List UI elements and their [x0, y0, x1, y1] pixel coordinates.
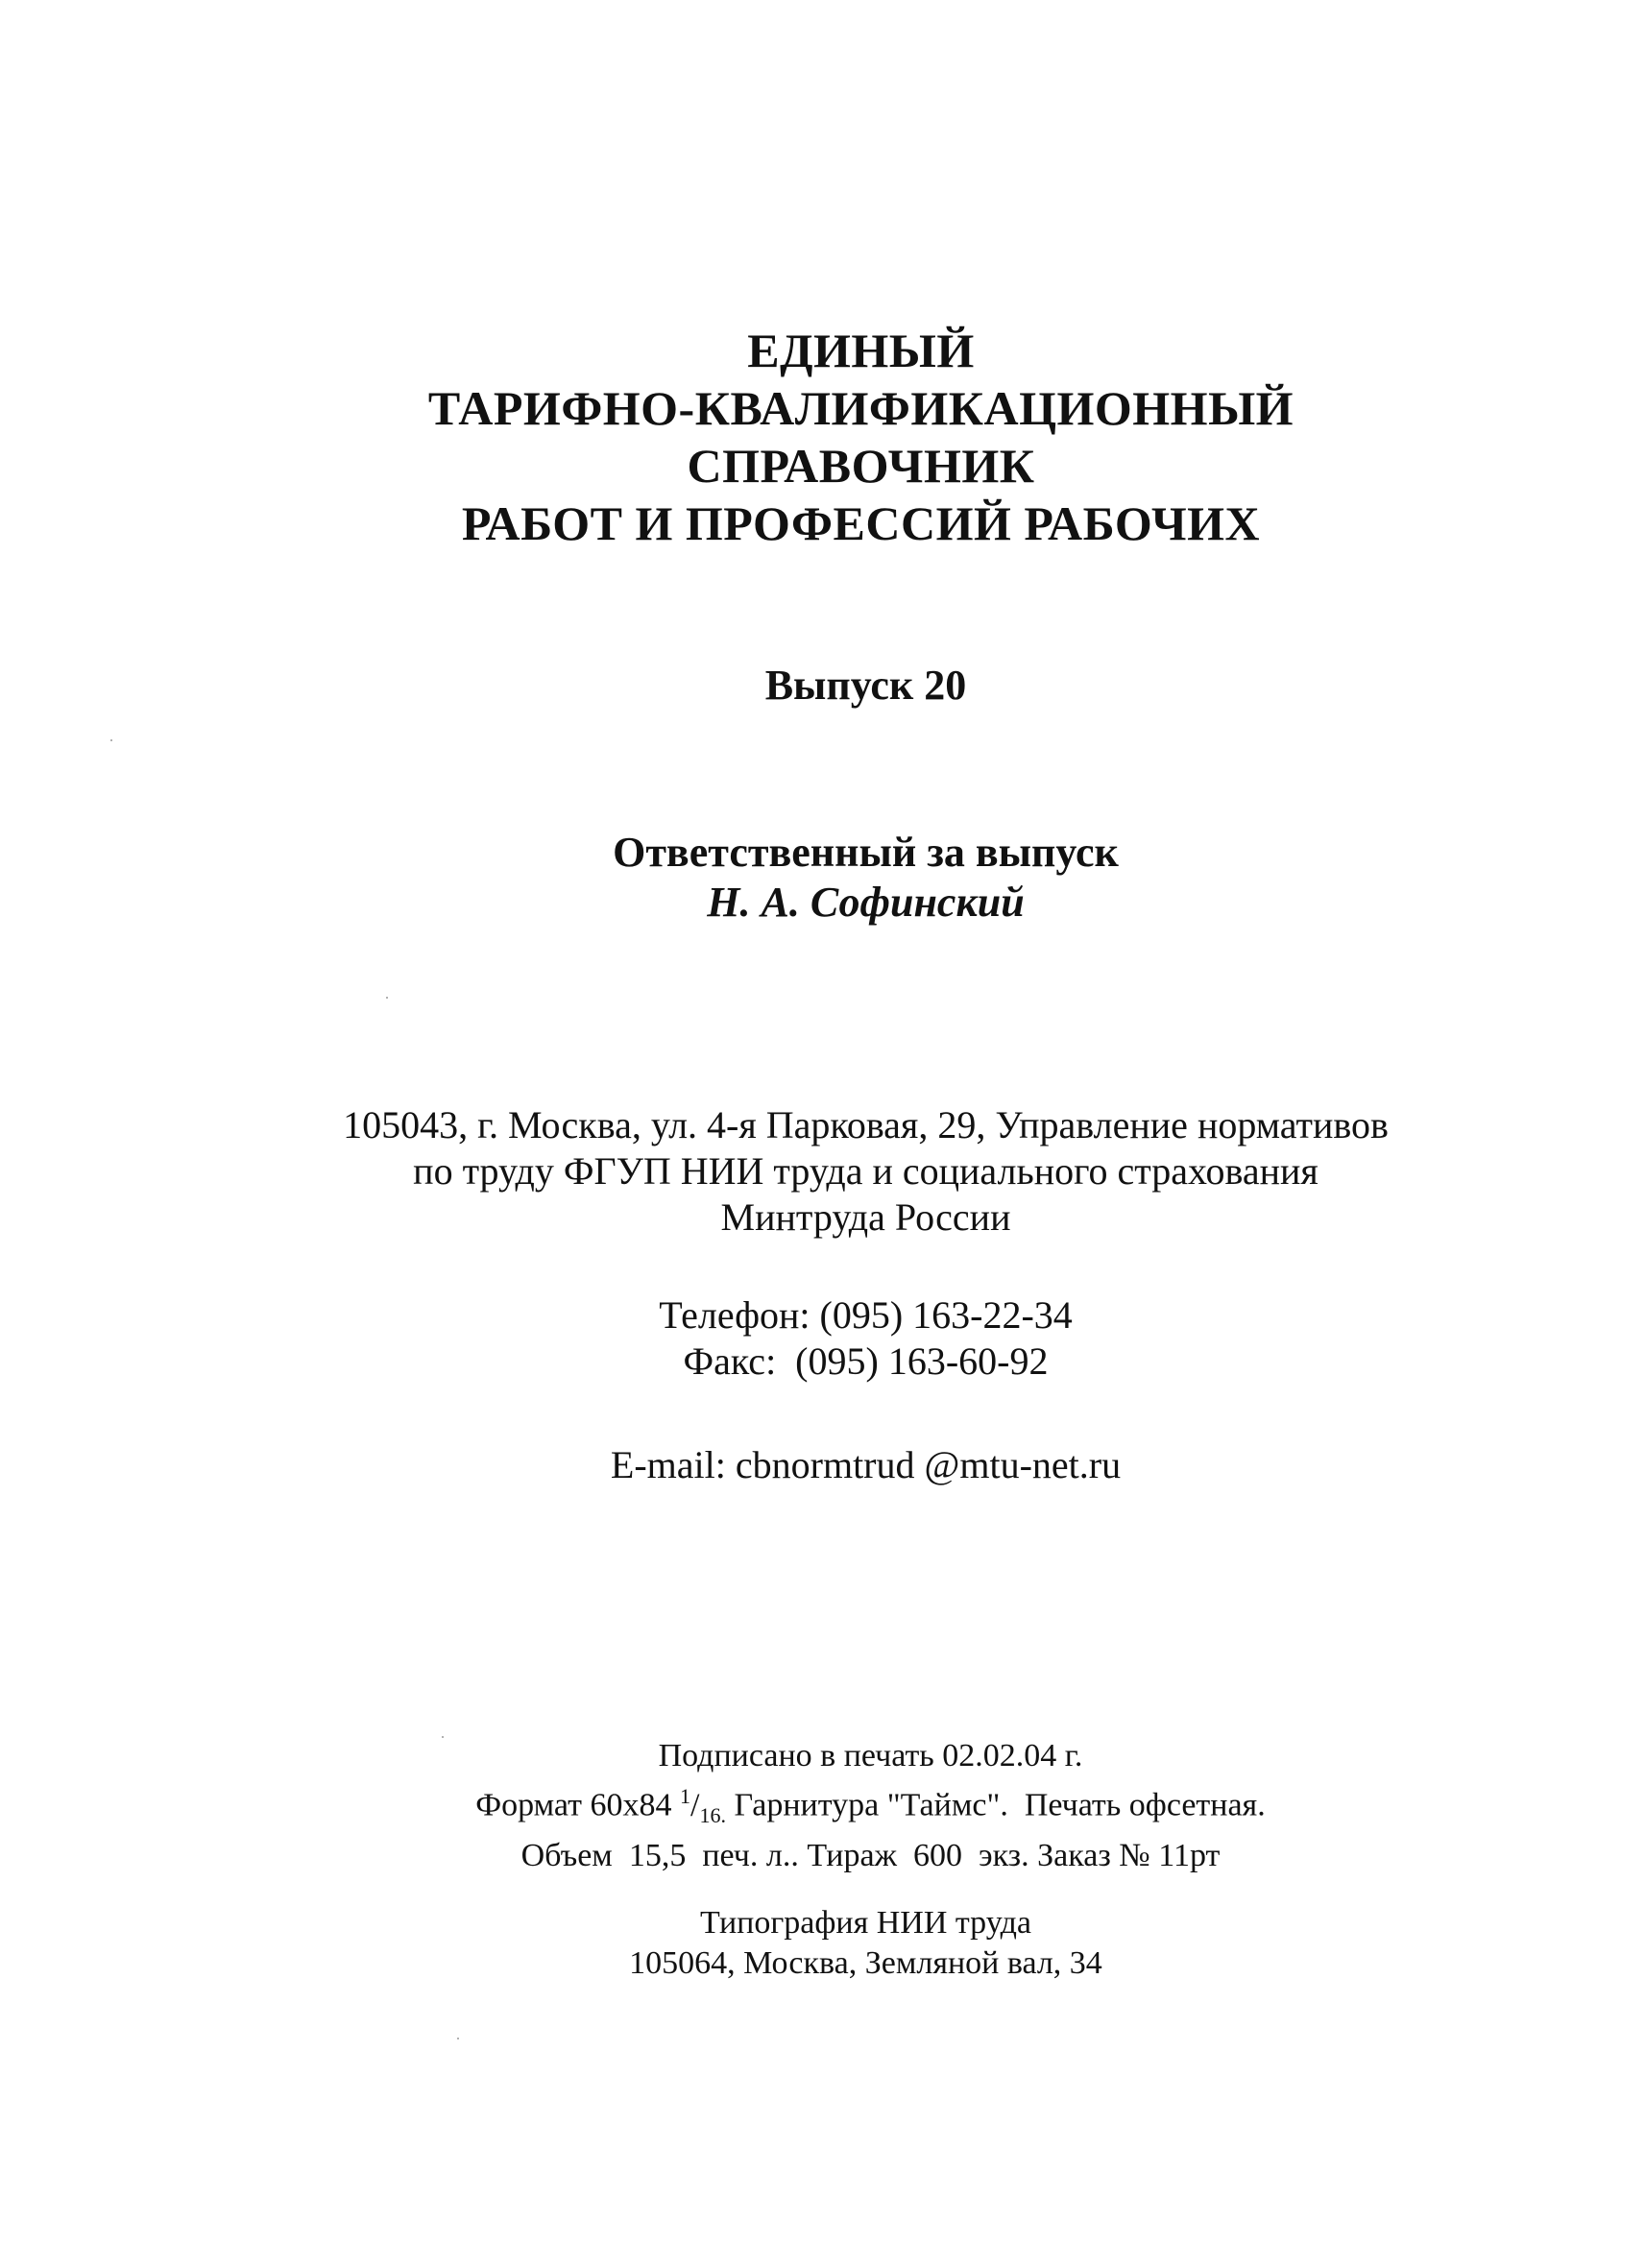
address-line-1: 105043, г. Москва, ул. 4-я Парковая, 29, Управление нормативов	[343, 1103, 1389, 1146]
document-title	[38, 322, 1645, 552]
volume-line: Объем 15,5 печ. л.. Тираж 600 экз. Заказ № 11рт	[520, 1838, 1221, 1874]
address-block	[43, 1102, 1645, 1241]
title-line-3: СПРАВОЧНИК	[687, 439, 1035, 493]
issue-number: Выпуск 20	[764, 662, 967, 709]
contacts-block	[43, 1292, 1645, 1385]
scan-speck	[110, 739, 112, 741]
scan-speck	[457, 2038, 459, 2039]
format-suffix: Гарнитура "Таймс". Печать офсетная.	[725, 1787, 1266, 1823]
responsible-section	[43, 828, 1645, 928]
responsible-label: Ответственный за выпуск	[613, 829, 1119, 876]
format-line	[48, 1776, 1645, 1836]
imprint-block	[48, 1736, 1645, 1876]
address-line-3: Минтруда России	[720, 1195, 1011, 1239]
title-line-1: ЕДИНЫЙ	[747, 324, 975, 377]
printer-address: 105064, Москва, Земляной вал, 34	[629, 1945, 1102, 1981]
responsible-name: Н. А. Софинский	[707, 879, 1025, 926]
printer-name: Типография НИИ труда	[700, 1905, 1031, 1941]
fax: Факс: (095) 163-60-92	[683, 1339, 1049, 1383]
scan-speck	[386, 997, 388, 999]
printer-block	[43, 1903, 1645, 1984]
phone: Телефон: (095) 163-22-34	[659, 1293, 1073, 1337]
address-line-2: по труду ФГУП НИИ труда и социального страхования	[413, 1149, 1318, 1193]
format-denominator: 16.	[699, 1803, 726, 1828]
signed-date: Подписано в печать 02.02.04 г.	[658, 1738, 1083, 1773]
email: E-mail: cbnormtrud @mtu-net.ru	[610, 1443, 1122, 1486]
format-slash: /	[690, 1787, 700, 1823]
scan-speck	[442, 1736, 444, 1738]
format-prefix: Формат 60х84	[475, 1787, 680, 1823]
format-numerator: 1	[680, 1784, 690, 1808]
title-line-4: РАБОТ И ПРОФЕССИЙ РАБОЧИХ	[461, 496, 1261, 550]
title-line-2: ТАРИФНО-КВАЛИФИКАЦИОННЫЙ	[427, 381, 1294, 435]
